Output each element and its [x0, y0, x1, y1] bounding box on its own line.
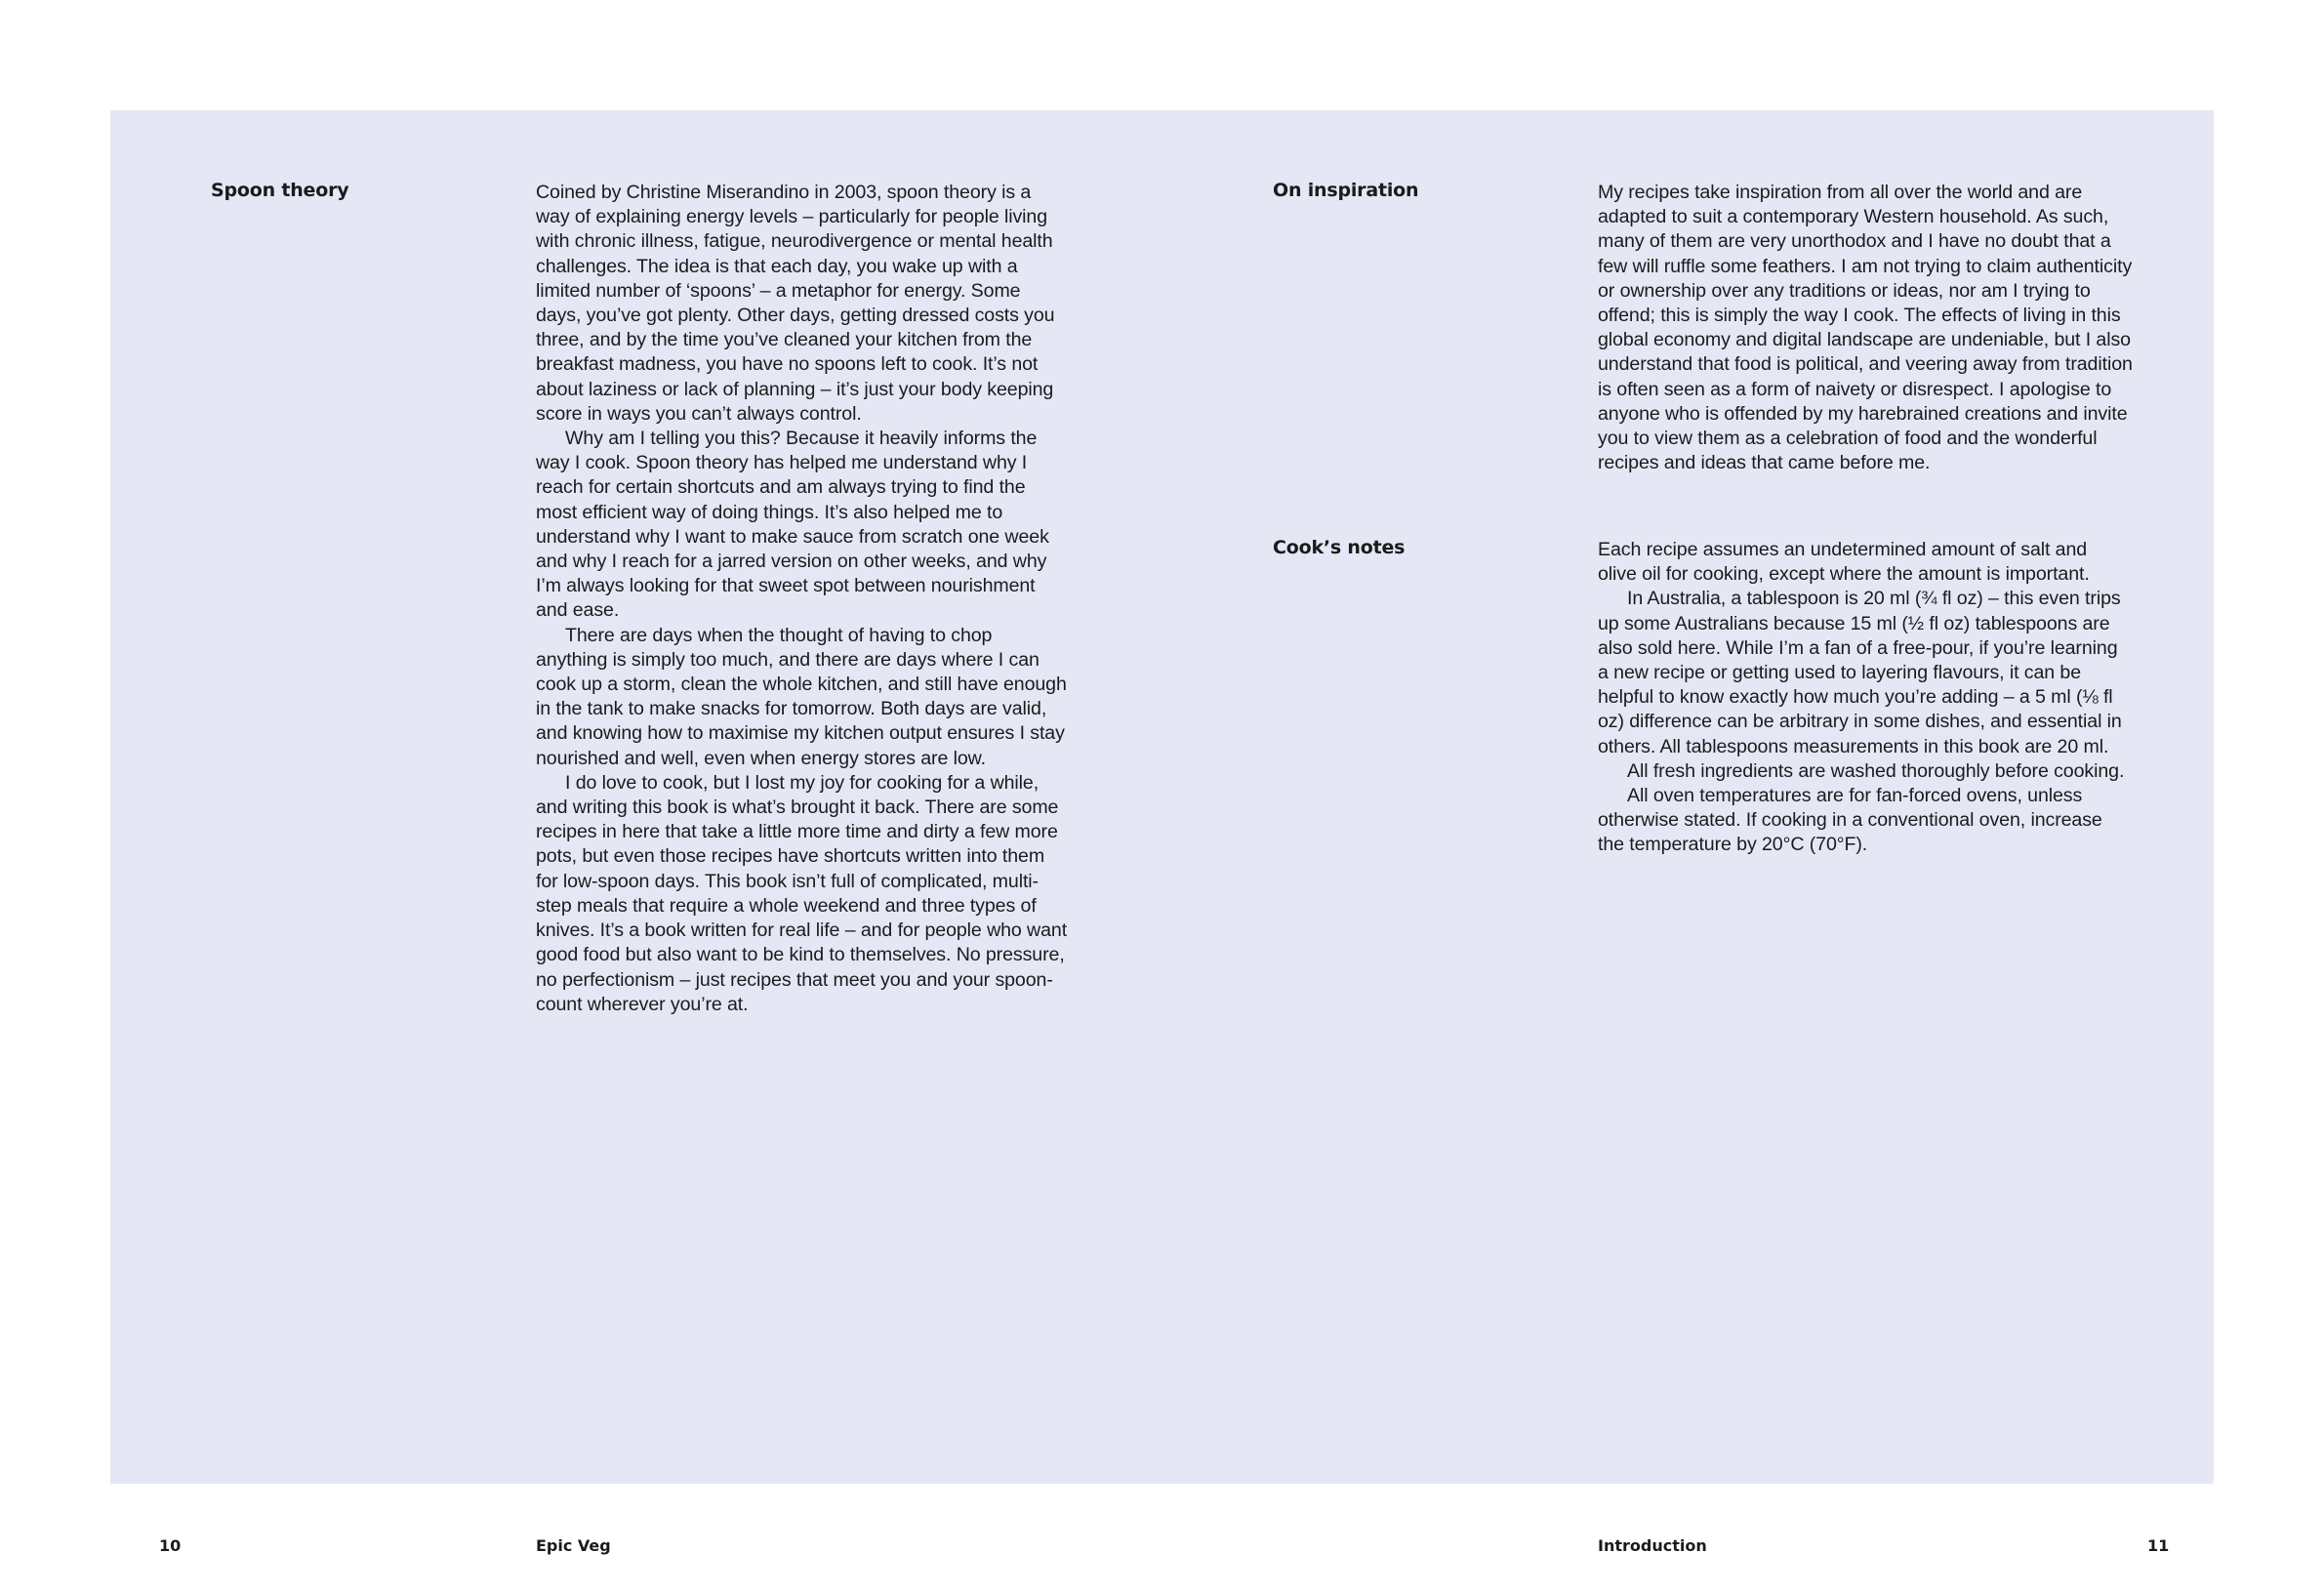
section-heading-on-inspiration: On inspiration — [1273, 180, 1419, 201]
paragraph: Why am I telling you this? Because it heavily informs the way I cook. Spoon theory has helped me understand why I reach for certain shortcuts and am always trying to find the most efficient way of doing things. It’s also helped me to understand why I want to make sauce from scratch one week and why I reach for a jarred version on other weeks, and why I’m always looking for that sweet spot between nourishment and ease. — [536, 428, 1049, 622]
paragraph: Each recipe assumes an undetermined amount of salt and olive oil for cooking, except where the amount is important. — [1598, 539, 2090, 586]
section-title-footer: Introduction — [1598, 1536, 1707, 1555]
paragraph: All fresh ingredients are washed thoroughly before cooking. — [1627, 759, 2125, 782]
paragraph: There are days when the thought of having to chop anything is simply too much, and there are days where I can cook up a storm, clean the whole kitchen, and still have enough in the tank to make snacks for tomorrow. Both days are valid, and knowing how to maximise my kitchen output ensures I stay nourished and well, even when energy stores are low. — [536, 624, 1067, 769]
paragraph: Coined by Christine Miserandino in 2003, spoon theory is a way of explaining energy levels – particularly for people living with chronic illness, fatigue, neurodivergence or mental health challenges. The idea is that each day, you wake up with a limited number of ‘spoons’ – a metaphor for energy. Some days, you’ve got plenty. Other days, getting dressed costs you three, and by the time you’ve cleaned your kitchen from the breakfast madness, you have no spoons left to cook. It’s not about laziness or lack of planning – it’s just your body keeping score in ways you can’t always control. — [536, 182, 1055, 425]
page-number-right: 11 — [2147, 1536, 2170, 1555]
paragraph: In Australia, a tablespoon is 20 ml (¾ fl oz) – this even trips up some Australians because 15 ml (½ fl oz) tablespoons are also sold here. While I’m a fan of a free-pour, if you’re learning a new recipe or getting used to layering flavours, it can be helpful to know exactly how much you’re adding – a 5 ml (⅛ fl oz) difference can be arbitrary in some dishes, and essential in others. All tablespoons measurements in this book are 20 ml. — [1598, 588, 2122, 757]
section-heading-cooks-notes: Cook’s notes — [1273, 537, 1406, 558]
paragraph: My recipes take inspiration from all over the world and are adapted to suit a contemporary Western household. As such, many of them are very unorthodox and I have no doubt that a few will ruffle some feathers. I am not trying to claim authenticity or ownership over any traditions or ideas, nor am I trying to offend; this is simply the way I cook. The effects of living in this global economy and digital landscape are undeniable, but I also understand that food is political, and veering away from tradition is often seen as a form of naivety or disrespect. I apologise to anyone who is offended by my harebrained creations and invite you to view them as a celebration of food and the wonderful recipes and ideas that came before me. — [1598, 182, 2133, 474]
cooks-notes-body — [1598, 538, 2130, 858]
page-number-left: 10 — [159, 1536, 182, 1555]
paragraph: I do love to cook, but I lost my joy for cooking for a while, and writing this book is what’s brought it back. There are some recipes in here that take a little more time and dirty a few more pots, but even those recipes have shortcuts written into them for low-spoon days. This book isn’t full of complicated, multi-step meals that require a whole weekend and three types of knives. It’s a book written for real life – and for people who want good food but also want to be kind to themselves. No pressure, no perfectionism – just recipes that meet you and your spoon-count wherever you’re at. — [536, 771, 1068, 1015]
book-spread — [110, 110, 2214, 1555]
section-heading-spoon-theory: Spoon theory — [211, 180, 349, 201]
spoon-theory-body — [536, 181, 1068, 1017]
paragraph: All oven temperatures are for fan-forced ovens, unless otherwise stated. If cooking in a conventional oven, increase the temperature by 20°C (70°F). — [1598, 785, 2102, 856]
book-title-footer: Epic Veg — [536, 1536, 611, 1555]
on-inspiration-body — [1598, 181, 2133, 475]
